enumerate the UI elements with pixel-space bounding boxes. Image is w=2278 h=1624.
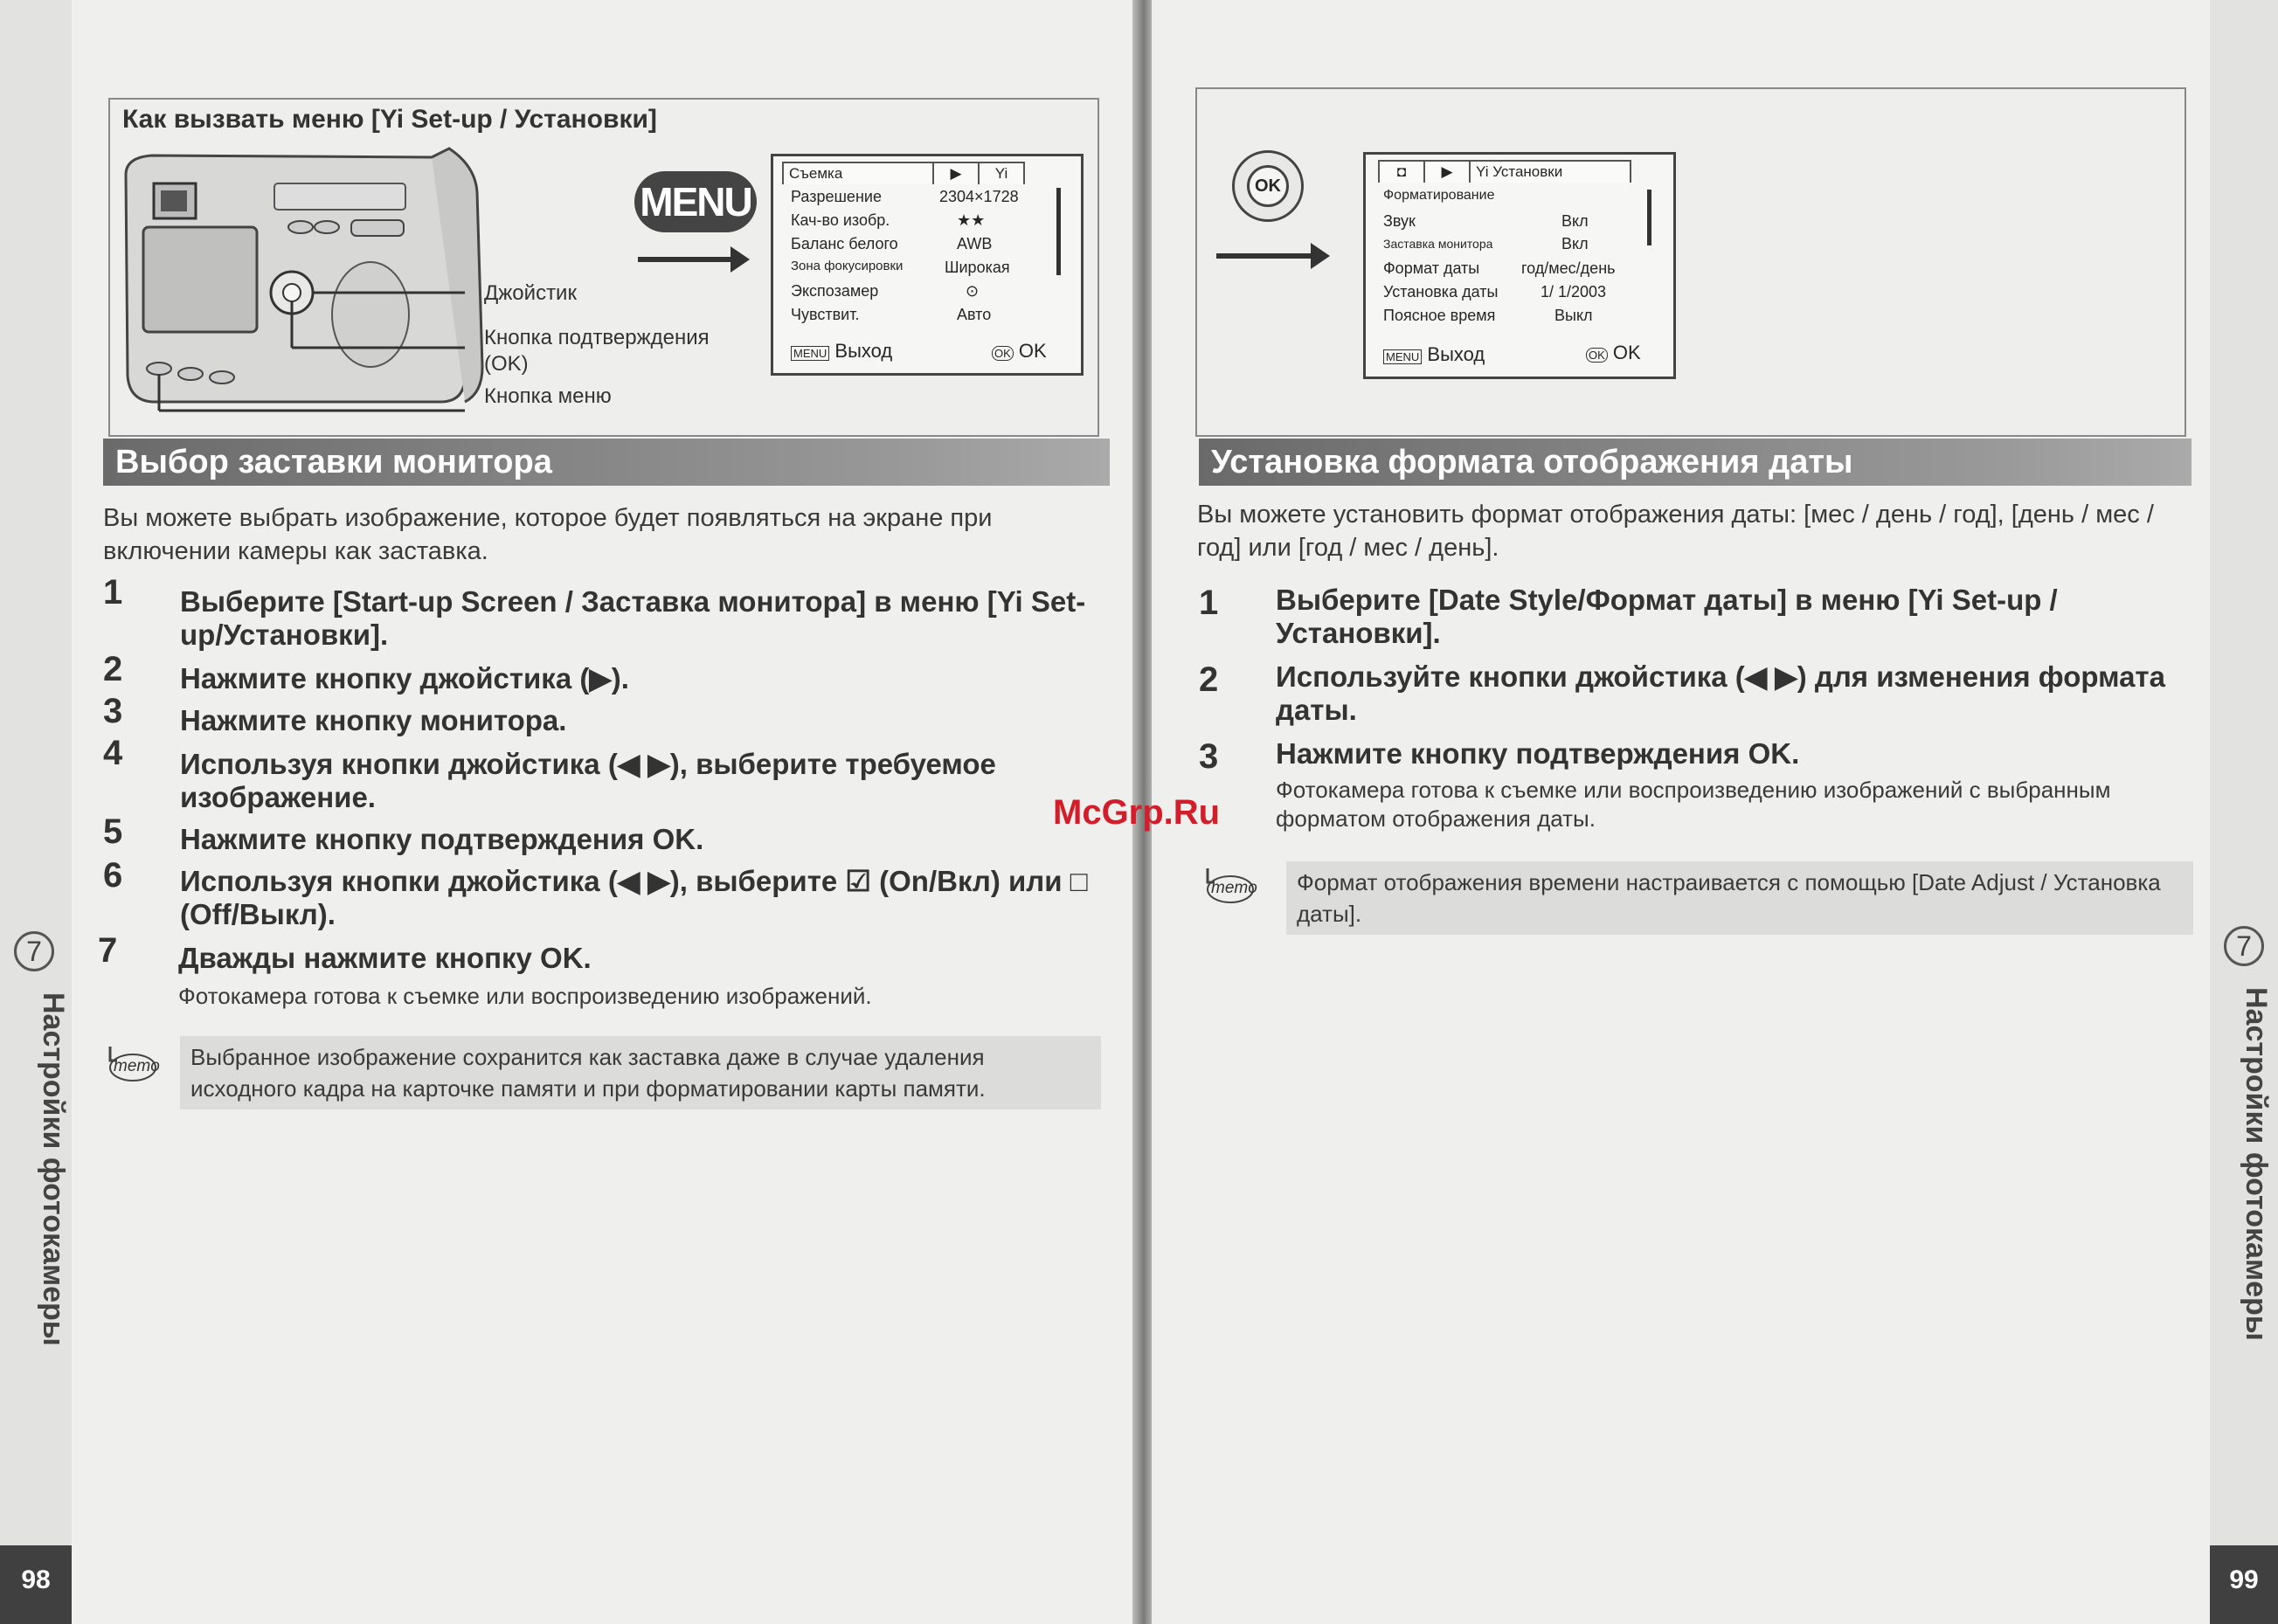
- row-label: Звук: [1383, 212, 1416, 230]
- chapter-title: Настройки фотокамеры: [37, 992, 70, 1346]
- page-number: 98: [0, 1545, 72, 1624]
- step-number: 7: [98, 931, 118, 970]
- row-label: Чувствит.: [791, 306, 860, 323]
- tab-shooting: ◘: [1378, 160, 1425, 183]
- tab-setup: Yi Установки: [1469, 160, 1631, 183]
- left-page: [0, 0, 1136, 1624]
- step-number: 1: [103, 573, 123, 612]
- row-value: Авто: [957, 306, 992, 323]
- row-value: год/мес/день: [1521, 259, 1616, 277]
- row-label: Форматирование: [1383, 188, 1495, 203]
- step-number: 4: [103, 734, 123, 772]
- step-text: Используя кнопки джойстика (◀ ▶), выберите требуемое изображение.: [180, 748, 996, 813]
- step-subtext: Фотокамера готова к съемке или воспроизведению изображений с выбранным форматом отображения даты.: [1276, 777, 2111, 832]
- section-title: Выбор заставки монитора: [103, 439, 1110, 486]
- ok-label: OK: [1247, 165, 1289, 207]
- setup-screen-left: [771, 154, 1084, 376]
- joystick-icon: [1232, 150, 1304, 222]
- row-value: 1/ 1/2003: [1541, 283, 1607, 301]
- row-label: Баланс белого: [791, 235, 898, 252]
- row-label: Заставка монитора: [1383, 237, 1493, 251]
- row-value: Выкл: [1554, 307, 1593, 324]
- menu-key-badge: MENU: [634, 171, 757, 232]
- step-number: 3: [103, 692, 123, 730]
- row-value: ⊙: [966, 282, 980, 300]
- step-number: 2: [1199, 660, 1219, 699]
- menu-button-label: Кнопка меню: [484, 384, 612, 408]
- row-value: Вкл: [1561, 212, 1589, 230]
- tab-shooting: Съемка: [782, 162, 934, 184]
- ok-button-label: Кнопка подтверждения (OK): [484, 326, 710, 376]
- step-text: Нажмите кнопку монитора.: [180, 704, 567, 736]
- chapter-tab-left: [0, 0, 72, 1624]
- watermark: McGrp.Ru: [1053, 793, 1221, 832]
- step-text: Выберите [Date Style/Формат даты] в меню [Yi Set-up / Установки].: [1276, 584, 2058, 649]
- screen-ok: OK OK: [1586, 342, 1641, 364]
- screen-scrollbar: [1647, 190, 1651, 245]
- howto-title: Как вызвать меню [Yi Set-up / Установки]: [122, 105, 657, 134]
- screen-exit: MENU Выход: [1383, 343, 1485, 366]
- tab-playback: ▶: [1423, 160, 1471, 183]
- section-title: Установка формата отображения даты: [1199, 439, 2191, 486]
- chapter-number: 7: [2224, 926, 2264, 966]
- memo-label: memo: [114, 1057, 160, 1075]
- step-text: Нажмите кнопку джойстика (▶).: [180, 662, 629, 695]
- step-text: Нажмите кнопку подтверждения OK.: [180, 823, 704, 855]
- memo-label: memo: [1211, 879, 1257, 897]
- step-text: Используя кнопки джойстика (◀ ▶), выберите ☑ (On/Вкл) или □ (Off/Выкл).: [180, 865, 1088, 930]
- row-value: ★★: [957, 211, 986, 229]
- screen-ok: OK OK: [992, 340, 1047, 363]
- row-label: Экспозамер: [791, 282, 879, 300]
- step-number: 2: [103, 650, 123, 688]
- memo-note: Выбранное изображение сохранится как заставка даже в случае удаления исходного кадра на карточке памяти и при форматировании карты памяти.: [180, 1036, 1101, 1109]
- memo-icon: [1201, 865, 1255, 905]
- row-label: Установка даты: [1383, 283, 1499, 301]
- step-number: 3: [1199, 737, 1219, 776]
- tab-playback: ▶: [932, 162, 980, 184]
- memo-note: Формат отображения времени настраивается с помощью [Date Adjust / Установка даты].: [1286, 861, 2193, 935]
- step-subtext: Фотокамера готова к съемке или воспроизведению изображений.: [178, 983, 872, 1009]
- step-number: 5: [103, 812, 123, 851]
- step-text: Нажмите кнопку подтверждения OK.: [1276, 737, 1800, 770]
- row-value: AWB: [957, 235, 993, 252]
- memo-icon: [103, 1043, 160, 1083]
- chapter-tab-right: [2210, 0, 2278, 1624]
- arrow-icon: [638, 257, 734, 262]
- chapter-number: 7: [14, 931, 54, 971]
- screen-box: [1195, 87, 2186, 437]
- chapter-title: Настройки фотокамеры: [2240, 987, 2273, 1341]
- tab-setup: Yi: [978, 162, 1025, 184]
- intro-text: Вы можете выбрать изображение, которое будет появляться на экране при включении камеры как заставка.: [103, 504, 993, 565]
- step-number: 1: [1199, 584, 1219, 622]
- right-page: [1152, 0, 2278, 1624]
- row-label: Поясное время: [1383, 307, 1496, 324]
- row-label: Кач-во изобр.: [791, 211, 890, 229]
- step-text: Дважды нажмите кнопку OK.: [178, 942, 592, 974]
- joystick-label: Джойстик: [484, 281, 577, 305]
- row-label: Разрешение: [791, 188, 882, 205]
- setup-screen-right: [1363, 152, 1676, 379]
- arrow-icon: [1216, 253, 1314, 259]
- step-text: Выберите [Start-up Screen / Заставка монитора] в меню [Yi Set-up/Установки].: [180, 585, 1086, 651]
- row-value: Широкая: [945, 259, 1010, 276]
- row-label: Формат даты: [1383, 259, 1480, 277]
- intro-text: Вы можете установить формат отображения даты: [мес / день / год], [день / мес / год] или [год / мес / день].: [1197, 501, 2154, 562]
- row-label: Зона фокусировки: [791, 259, 904, 273]
- page-number: 99: [2210, 1545, 2278, 1624]
- howto-box: [108, 98, 1099, 437]
- step-number: 6: [103, 856, 123, 895]
- row-value: Вкл: [1561, 235, 1589, 252]
- step-text: Используйте кнопки джойстика (◀ ▶) для изменения формата даты.: [1276, 660, 2165, 726]
- screen-scrollbar: [1056, 188, 1061, 275]
- screen-exit: MENU Выход: [791, 340, 892, 363]
- row-value: 2304×1728: [939, 188, 1019, 205]
